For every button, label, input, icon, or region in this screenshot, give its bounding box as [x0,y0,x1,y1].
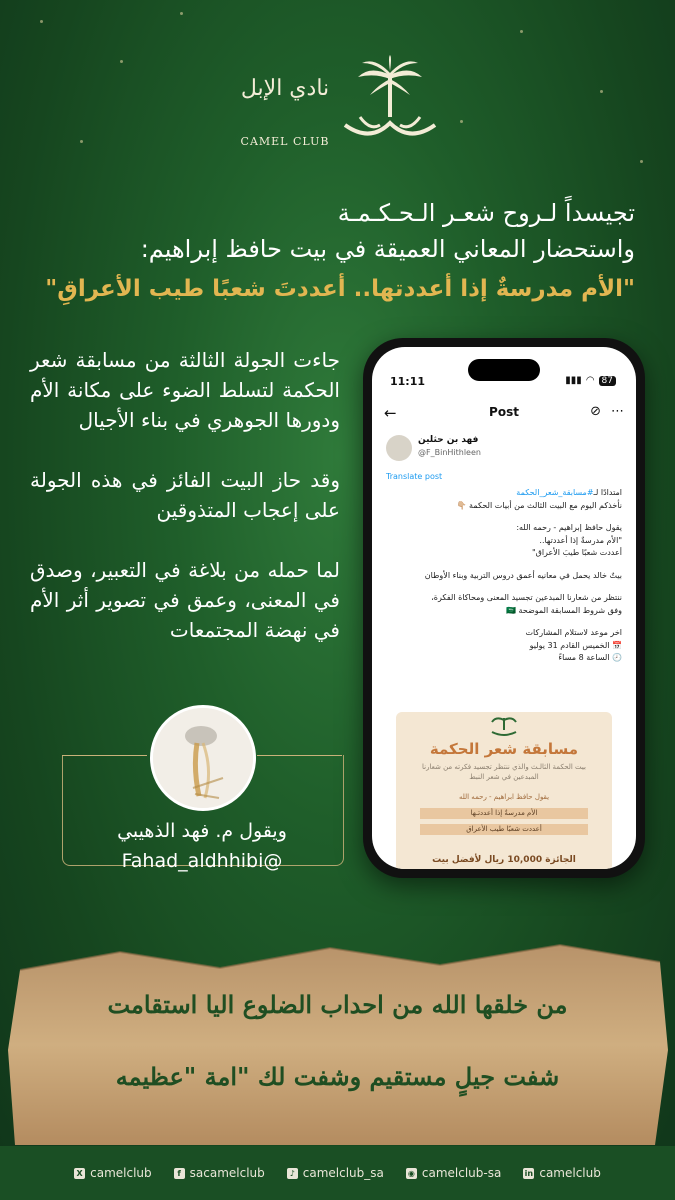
social-footer [0,1146,675,1200]
post-line [386,487,622,500]
sparkle [600,90,603,93]
headline-line-2: واستحضار المعاني العميقة في بيت حافظ إبراهيم: [140,235,635,263]
more-icon[interactable]: ⋯ [611,404,624,419]
post-line: نأخذكم اليوم مع البيت الثالث من أبيات الحكمة 👇🏼 [456,500,622,510]
social-linkedin[interactable] [523,1166,601,1180]
translate-post-link[interactable]: Translate post [386,472,443,481]
poster-verse-2: أعددت شعبًا طيب الأعراق [420,824,588,835]
status-icons [565,375,616,386]
body-paragraph-3: لما حمله من بلاغة في التعبير، وصدق في المعنى، وعمق في تصوير أثر الأم في نهضة المجتمعات [30,558,340,642]
body-paragraphs [30,345,340,675]
tiktok-instagram-icon: ♪ [287,1168,298,1179]
palm-swords-emblem-icon [340,55,440,155]
post-line: 🕗 الساعة 8 مساءً [558,653,622,662]
poster-prize: الجائزة 10,000 ريال لأفضل بيت [432,855,576,865]
sparkle [40,20,43,23]
dynamic-island [468,359,540,381]
post-line: يقول حافظ إبراهيم - رحمه الله: [516,523,622,532]
snapchat-icon: ◉ [406,1168,417,1179]
post-line: ننتظر من شعارنا المبدعين تجسيد المعنى ومحاكاة الفكرة، [431,593,622,602]
post-line: 📅 الخميس القادم 31 يوليو [529,640,622,650]
poster-title: مسابقة شعر الحكمة [429,740,579,758]
social-label: camelclub [90,1166,152,1180]
social-label: camelclub-sa [421,1166,502,1180]
social-label: camelclub_sa [302,1166,384,1180]
social-label: camelclub [539,1166,601,1180]
facebook-icon: f [174,1168,185,1179]
post-author-row[interactable] [386,435,622,465]
social-snapchat[interactable] [406,1166,501,1180]
social-label: sacamelclub [189,1166,265,1180]
headline-quote: "الأم مدرسةٌ إذا أعددتها.. أعددتَ شعبًا طيب الأعراقِ" [45,276,635,302]
wifi-icon: ◠ [585,375,595,386]
poster-subtitle: بيت الحكمة الثالـث والذي ننتظر تجسيد فكرته من شعارنا المبدعين في شعر النبط [422,763,586,781]
x-icon: X [74,1168,85,1179]
scroll-verse-2: شفت جيلٍ مستقيم وشفت لك "امة "عظيمه [115,1062,560,1091]
parchment-scroll [0,930,675,1145]
post-text: امتدادًا لـ [593,488,622,497]
post-author-avatar[interactable] [386,435,412,461]
post-header-actions [590,404,624,419]
post-line: أعددت شعبًا طيبَ الأعراق" [531,548,622,557]
author-name: ويقول م. فهد الذهيبي [117,820,287,842]
camel-club-logo-small-icon [484,716,524,738]
social-facebook[interactable] [174,1166,265,1180]
body-paragraph-1: جاءت الجولة الثالثة من مسابقة شعر الحكمة لتسلط الضوء على مكانة الأم ودورها الجوهري في بناء الأجيال [30,348,340,432]
poster-author-line: يقول حافظ ابراهيم - رحمه الله [458,793,550,801]
frame-divider [257,755,342,756]
parchment-background-icon [0,930,675,1145]
author-avatar [150,705,256,811]
sparkle [520,30,523,33]
status-time: 11:11 [390,375,426,388]
phone-screen [372,347,636,869]
sparkle [80,140,83,143]
sparkle [640,160,643,163]
logo-arabic-name: نادي الإبل [240,76,330,101]
camel-club-logo [230,55,445,165]
pouring-illustration-icon [153,708,253,808]
post-author-handle[interactable]: @F_BinHithleen [418,448,481,457]
social-x[interactable] [74,1166,152,1180]
back-arrow-icon[interactable]: ← [384,404,397,422]
social-tiktok-instagram[interactable] [287,1166,384,1180]
post-body [386,487,622,665]
linkedin-icon: in [524,1168,534,1178]
headline-block [40,195,635,311]
sparkle [120,60,123,63]
body-paragraph-2: وقد حاز البيت الفائز في هذه الجولة على إعجاب المتذوقين [30,468,340,522]
poster-verse-1: الأم مدرسةٌ إذا أعددتـها [420,808,588,819]
post-line: وفق شروط المسابقة الموضحة 🇸🇦 [506,605,622,615]
phone-mockup [363,338,645,878]
grok-icon[interactable]: ⊘ [590,404,601,419]
signal-icon: ▮▮▮ [565,375,582,386]
post-header [372,402,636,426]
hashtag-link[interactable]: #مسابقة_شعر_الحكمة [516,488,594,497]
battery-icon: 87 [599,376,616,386]
post-author-name[interactable]: فهد بن حثلين [418,435,479,445]
post-image[interactable] [396,712,612,869]
post-line: بيتٌ خالد يحمل في معانيه أعمق دروس التربية وبناء الأوطان [424,570,622,580]
frame-divider [62,755,147,756]
sparkle [180,12,183,15]
headline-line-1: تجيسداً لـروح شعـر الـحـكـمـة [337,199,635,227]
sparkle [460,120,463,123]
author-handle: Fahad_aldhhibi@ [121,850,283,872]
post-line: "الأم مدرسةٌ إذا أعددتها.. [539,535,622,545]
scroll-verse-1: من خلقها الله من احداب الضلوع اليا استقامت [107,990,568,1019]
post-line: اخر موعد لاستلام المشاركات [525,628,622,637]
post-title: Post [489,405,519,419]
logo-english-name: CAMEL CLUB [240,135,330,148]
